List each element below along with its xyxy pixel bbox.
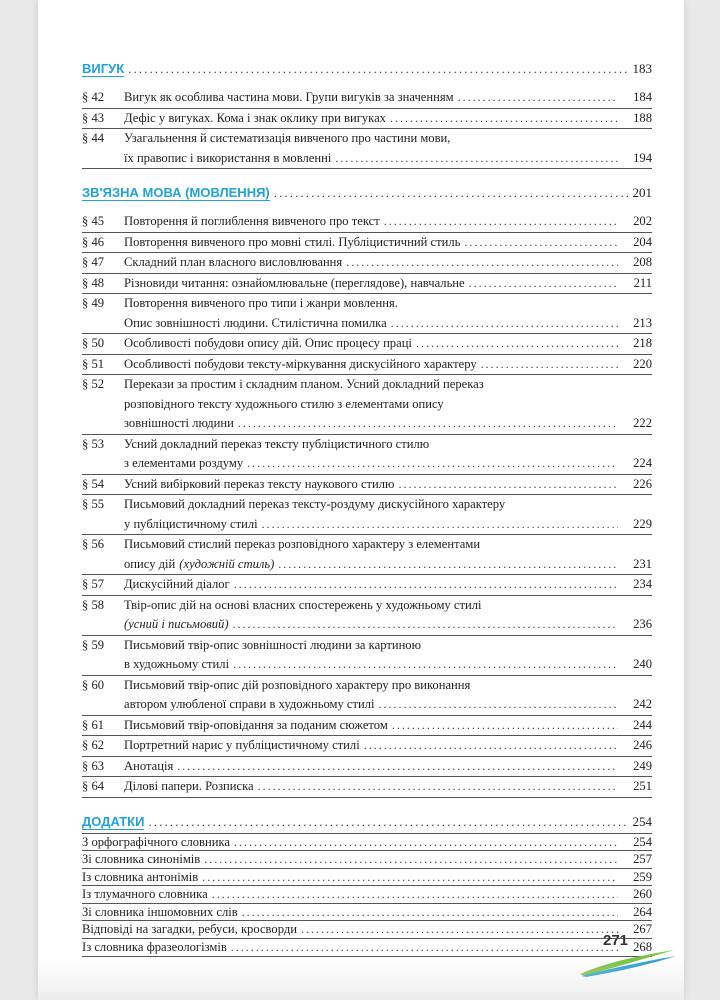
entry-body: [124, 757, 652, 777]
entry-page: 222: [633, 416, 652, 430]
entry-line: [124, 575, 652, 595]
paragraph-number: § 56: [82, 537, 105, 551]
entry-line: [124, 129, 652, 149]
appendix-item[interactable]: [82, 939, 652, 956]
dot-leader: [231, 939, 618, 956]
entry-body: [124, 435, 652, 474]
entry-line: [124, 253, 652, 273]
entry-title: Усний докладний переказ тексту публіцистичного стилю: [124, 436, 430, 451]
entry-title: Портретний нарис у публіцистичному стилі: [124, 738, 360, 752]
appendix-item[interactable]: [82, 921, 652, 938]
entry-title: Письмовий докладний переказ тексту-роздуму дискусійного характеру: [124, 497, 506, 511]
entry-body: [124, 475, 652, 495]
toc-entry[interactable]: [82, 375, 652, 434]
entry-body: [124, 575, 652, 595]
entry-page: 220: [633, 356, 652, 371]
entry-line: [124, 676, 652, 696]
entry-line: [124, 495, 652, 515]
toc-entry[interactable]: [82, 495, 652, 534]
entry-italic-note: (художній стиль): [179, 556, 275, 571]
book-page: [38, 0, 684, 1000]
appendix-item[interactable]: [82, 869, 652, 886]
entry-page: 229: [633, 516, 652, 531]
entry-line: [124, 716, 652, 736]
paragraph-number: § 54: [82, 476, 105, 491]
entry-body: [124, 636, 652, 675]
entry-page: 236: [633, 617, 652, 631]
entry-line: [124, 109, 652, 129]
paragraph-number: § 45: [82, 214, 105, 228]
paragraph-number: § 58: [82, 597, 105, 612]
dot-leader: [258, 777, 618, 797]
entry-page: 234: [633, 577, 652, 591]
entry-title: Твір-опис дій на основі власних спостережень у художньому стилі: [124, 597, 482, 612]
appendix-title: ДОДАТКИ: [82, 813, 145, 829]
dot-leader: [469, 274, 618, 294]
entry-line: [124, 294, 652, 314]
entry-body: [124, 212, 652, 232]
paragraph-number: § 52: [82, 377, 105, 391]
entry-title: Особливості побудови тексту-міркування дискусійного характеру: [124, 356, 477, 371]
entry-page: 251: [633, 779, 652, 793]
entry-page: 208: [633, 255, 652, 269]
dot-leader: [301, 921, 618, 938]
dot-leader: [391, 314, 618, 334]
entry-line: [124, 615, 652, 635]
entry-line: [124, 212, 652, 232]
entry-page: 246: [633, 738, 652, 752]
entry-title: Опис зовнішності людини. Стилістична помилка: [124, 315, 387, 330]
toc-entry[interactable]: [82, 212, 652, 232]
toc-entry[interactable]: [82, 475, 652, 495]
dot-leader: [233, 615, 618, 635]
entry-line: [124, 555, 652, 575]
dot-leader: [242, 904, 618, 921]
appendix-item-title: Зі словника синонімів: [82, 852, 201, 867]
appendix-item-page: 259: [633, 869, 652, 884]
appendix-item-title: Із словника фразеологізмів: [82, 940, 227, 955]
heading-gap: [82, 80, 652, 88]
entry-body: [124, 535, 652, 574]
entry-line: [124, 777, 652, 797]
entry-line: [124, 736, 652, 756]
entry-title: Різновиди читання: ознайомлювальне (переглядове), навчальне: [124, 275, 465, 290]
dot-leader: [202, 869, 618, 886]
entry-title: Повторення вивченого про типи і жанри мовлення.: [124, 296, 398, 310]
dot-leader: [384, 212, 618, 232]
entry-line: [124, 88, 652, 108]
entry-title: Вигук як особлива частина мови. Групи вигуків за значенням: [124, 90, 454, 104]
entry-line: [124, 435, 652, 455]
toc-entry[interactable]: [82, 109, 652, 129]
toc-entry[interactable]: [82, 757, 652, 777]
entry-body: [124, 777, 652, 797]
dot-leader: [234, 834, 618, 851]
section-gap: [82, 169, 652, 185]
entry-body: [124, 736, 652, 756]
appendix-item-title: Відповіді на загадки, ребуси, кросворди: [82, 922, 297, 937]
dot-leader: [247, 454, 618, 474]
toc-entry[interactable]: [82, 233, 652, 253]
appendix-item-page: 254: [633, 834, 652, 849]
entry-title: їх правопис і використання в мовленні: [124, 150, 332, 165]
entry-title: Усний вибірковий переказ тексту наукового стилю: [124, 476, 395, 491]
entry-title: з елементами роздуму: [124, 456, 244, 470]
dot-leader: [458, 88, 618, 108]
entry-body: [124, 233, 652, 253]
table-of-contents: [82, 61, 652, 957]
entry-title: Повторення вивченого про мовні стилі. Публіцистичний стиль: [124, 234, 461, 249]
entry-title: Особливості побудови опису дій. Опис процесу праці: [124, 336, 412, 350]
entry-italic-note: (усний і письмовий): [124, 617, 229, 631]
entry-body: [124, 274, 652, 294]
entry-body: [124, 716, 652, 736]
entry-body: [124, 596, 652, 635]
dot-leader: [274, 186, 629, 200]
toc-entry[interactable]: [82, 253, 652, 273]
page-shadow: [38, 960, 684, 1000]
toc-entry[interactable]: [82, 129, 652, 168]
dot-leader: [204, 851, 618, 868]
entry-line: [124, 149, 652, 169]
dot-leader: [233, 655, 618, 675]
appendix-item[interactable]: [82, 886, 652, 903]
paragraph-number: § 64: [82, 779, 105, 793]
dot-leader: [364, 736, 618, 756]
entry-title: в художньому стилі: [124, 657, 230, 671]
toc-entry[interactable]: [82, 294, 652, 333]
entry-title: розповідного тексту художнього стилю з елементами опису: [124, 396, 444, 411]
entry-line: [124, 233, 652, 253]
entry-page: 184: [633, 90, 652, 104]
entry-page: 226: [633, 476, 652, 491]
section-title: ЗВ'ЯЗНА МОВА (МОВЛЕННЯ): [82, 185, 270, 200]
entry-page: 211: [633, 275, 652, 290]
section-heading[interactable]: [82, 61, 652, 80]
toc-entry[interactable]: [82, 636, 652, 675]
entry-body: [124, 495, 652, 534]
entry-body: [124, 253, 652, 273]
dot-leader: [398, 475, 618, 495]
page-number: 271: [603, 932, 629, 949]
dot-leader: [481, 355, 618, 375]
toc-entry[interactable]: [82, 676, 652, 715]
paragraph-number: § 50: [82, 336, 105, 350]
section-heading[interactable]: [82, 185, 652, 204]
entry-body: [124, 355, 652, 375]
entry-title: Анотація: [124, 758, 174, 773]
entry-title: Складний план власного висловлювання: [124, 255, 343, 269]
appendix-item-title: Із словника антонімів: [82, 869, 199, 884]
appendix-item-page: 264: [633, 904, 652, 919]
dot-leader: [278, 555, 618, 575]
entry-title: автором улюбленої справи в художньому стилі: [124, 697, 375, 711]
dot-leader: [128, 62, 628, 76]
entry-divider: [82, 956, 652, 957]
entry-page: 224: [633, 456, 652, 470]
dot-leader: [238, 414, 618, 434]
section-page: 201: [632, 185, 652, 200]
entry-line: [124, 515, 652, 535]
paragraph-number: § 62: [82, 738, 105, 752]
appendix-item[interactable]: [82, 834, 652, 851]
dot-leader: [416, 334, 618, 354]
entry-line: [124, 596, 652, 616]
entry-title: Дефіс у вигуках. Кома і знак оклику при вигуках: [124, 110, 386, 125]
section-page: 183: [632, 61, 652, 76]
appendix-heading[interactable]: [82, 814, 652, 833]
entry-line: [124, 655, 652, 675]
appendix-item[interactable]: [82, 851, 652, 868]
paragraph-number: § 51: [82, 356, 105, 371]
entry-title: Письмовий твір-оповідання за поданим сюжетом: [124, 717, 388, 732]
paragraph-number: § 48: [82, 275, 105, 290]
paragraph-number: § 61: [82, 717, 105, 732]
paragraph-number: § 42: [82, 90, 105, 104]
paragraph-number: § 46: [82, 234, 105, 249]
entry-body: [124, 334, 652, 354]
entry-page: 244: [633, 717, 652, 732]
toc-entry[interactable]: [82, 716, 652, 736]
entry-body: [124, 294, 652, 333]
dot-leader: [234, 575, 618, 595]
entry-title: Письмовий твір-опис зовнішності людини за картиною: [124, 637, 422, 652]
entry-line: [124, 636, 652, 656]
entry-line: [124, 454, 652, 474]
entry-page: 242: [633, 697, 652, 711]
paragraph-number: § 63: [82, 758, 105, 773]
appendix-item[interactable]: [82, 904, 652, 921]
dot-leader: [464, 233, 618, 253]
section-gap: [82, 798, 652, 814]
toc-entry[interactable]: [82, 535, 652, 574]
toc-entry[interactable]: [82, 334, 652, 354]
entry-line: [124, 757, 652, 777]
heading-gap: [82, 204, 652, 212]
paragraph-number: § 55: [82, 497, 105, 511]
appendix-item-page: 260: [633, 887, 652, 902]
entry-line: [124, 535, 652, 555]
entry-line: [124, 274, 652, 294]
toc-entry[interactable]: [82, 575, 652, 595]
paragraph-number: § 43: [82, 110, 105, 125]
toc-entry[interactable]: [82, 355, 652, 375]
appendix-item-title: Зі словника іншомовних слів: [82, 904, 238, 919]
appendix-item-page: 268: [633, 940, 652, 955]
entry-page: 231: [633, 556, 652, 571]
toc-entry[interactable]: [82, 435, 652, 474]
dot-leader: [212, 886, 618, 903]
entry-title: Перекази за простим і складним планом. Усний докладний переказ: [124, 377, 484, 391]
paragraph-number: § 57: [82, 577, 105, 591]
entry-line: [124, 695, 652, 715]
dot-leader: [379, 695, 618, 715]
dot-leader: [335, 149, 618, 169]
toc-entry[interactable]: [82, 736, 652, 756]
entry-title: Письмовий стислий переказ розповідного характеру з елементами: [124, 537, 481, 551]
dot-leader: [177, 757, 618, 777]
entry-page: 204: [633, 234, 652, 249]
entry-line: [124, 355, 652, 375]
entry-body: [124, 109, 652, 129]
entry-title: у публіцистичному стилі: [124, 516, 258, 531]
paragraph-number: § 59: [82, 637, 105, 652]
appendix-item-page: 267: [633, 922, 652, 937]
entry-page: 240: [633, 657, 652, 671]
paragraph-number: § 44: [82, 131, 105, 145]
entry-title: опису дій: [124, 556, 176, 571]
appendix-item-title: Із тлумачного словника: [82, 887, 208, 902]
entry-line: [124, 475, 652, 495]
entry-line: [124, 314, 652, 334]
entry-line: [124, 414, 652, 434]
dot-leader: [346, 253, 618, 273]
appendix-item-page: 257: [633, 852, 652, 867]
entry-body: [124, 676, 652, 715]
toc-entry[interactable]: [82, 596, 652, 635]
dot-leader: [392, 716, 618, 736]
section-title: ВИГУК: [82, 61, 125, 76]
entry-page: 249: [633, 758, 652, 773]
dot-leader: [148, 815, 628, 829]
entry-body: [124, 129, 652, 168]
entry-title: зовнішності людини: [124, 416, 234, 430]
entry-title: Повторення й поглиблення вивченого про текст: [124, 214, 380, 228]
entry-title: Ділові папери. Розписка: [124, 779, 254, 793]
toc-entry[interactable]: [82, 88, 652, 108]
entry-title: Письмовий твір-опис дій розповідного характеру про виконання: [124, 677, 471, 692]
toc-entry[interactable]: [82, 274, 652, 294]
entry-line: [124, 395, 652, 415]
entry-line: [124, 334, 652, 354]
entry-line: [124, 375, 652, 395]
entry-page: 202: [633, 214, 652, 228]
entry-page: 188: [633, 110, 652, 125]
dot-leader: [262, 515, 618, 535]
paragraph-number: § 53: [82, 436, 105, 451]
entry-title: Дискусійний діалог: [124, 577, 230, 591]
paragraph-number: § 49: [82, 296, 105, 310]
entry-page: 218: [633, 336, 652, 350]
appendix-item-title: З орфографічного словника: [82, 834, 231, 849]
entry-title: Узагальнення й систематизація вивченого про частини мови,: [124, 131, 451, 145]
appendix-page: 254: [632, 813, 652, 829]
toc-entry[interactable]: [82, 777, 652, 797]
entry-page: 194: [633, 150, 652, 165]
entry-body: [124, 88, 652, 108]
dot-leader: [390, 109, 618, 129]
entry-body: [124, 375, 652, 434]
entry-page: 213: [633, 315, 652, 330]
paragraph-number: § 47: [82, 255, 105, 269]
paragraph-number: § 60: [82, 677, 105, 692]
